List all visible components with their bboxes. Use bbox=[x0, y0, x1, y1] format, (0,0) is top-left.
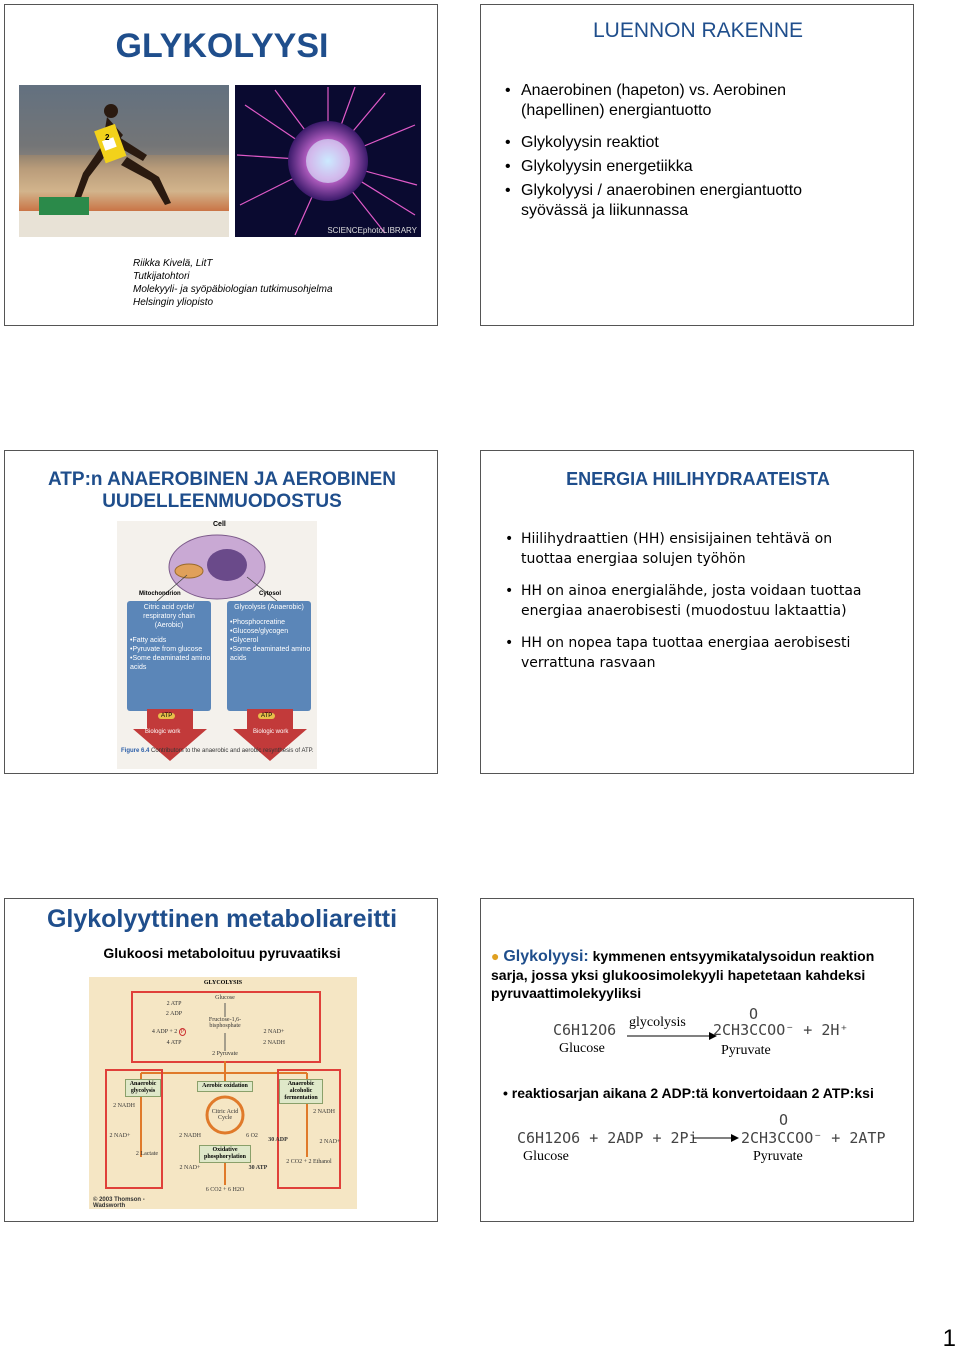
nadh-fermentation: 2 NADH bbox=[313, 1109, 335, 1115]
phosphate-badge: P bbox=[180, 1029, 185, 1035]
nadh-aerobic: 2 NADH bbox=[179, 1133, 201, 1139]
eq1-arrow-label: glycolysis bbox=[629, 1015, 686, 1030]
figure-caption-number: Figure 6.4 bbox=[121, 748, 150, 754]
slide4-title: ENERGIA HIILIHYDRAATEISTA bbox=[566, 469, 830, 489]
aerobic-panel-head: Citric acid cycle/ respiratory chain (Aerobic) bbox=[143, 604, 195, 629]
figure-caption-text: Contributors to the anaerobic and aerobic resynthesis of ATP. bbox=[151, 748, 314, 754]
slide-lecture-structure bbox=[480, 4, 914, 326]
carb-list bbox=[503, 529, 883, 673]
eq2-oxygen: O bbox=[779, 1111, 789, 1129]
slide3-title-line: ATP:n ANAEROBINEN JA AEROBINEN bbox=[48, 469, 396, 490]
slide-glycolytic-pathway bbox=[4, 898, 438, 1222]
credit-line: Molekyyli- ja syöpäbiologian tutkimusohjelma bbox=[133, 284, 333, 295]
definition-term: Glykolyysi: bbox=[503, 948, 589, 965]
atp-conversion-item bbox=[503, 1085, 874, 1101]
anaerobic-glycolysis-label: Anaerobic glycolysis bbox=[125, 1079, 161, 1097]
oxphos-label: Oxidative phosphorylation bbox=[199, 1145, 251, 1163]
carb-item: • HH on nopea tapa tuottaa energiaa aerobisesti verrattuna rasvaan bbox=[503, 633, 883, 673]
fbp-label: Fructose-1,6-bisphosphate bbox=[208, 1017, 242, 1029]
glycolysis-diagram bbox=[89, 977, 357, 1209]
eq2-product-name: Pyruvate bbox=[753, 1149, 803, 1164]
credit-line: Helsingin yliopisto bbox=[133, 297, 214, 308]
citric-acid-cycle-label: Citric Acid Cycle bbox=[211, 1109, 239, 1121]
nadh2-label: 2 NADH bbox=[263, 1040, 285, 1046]
nad-anaerobic: 2 NAD+ bbox=[109, 1133, 131, 1139]
structure-item: • Glykolyysin energetiikka bbox=[503, 157, 833, 177]
aerobic-panel bbox=[127, 601, 211, 711]
slide-atp-resynthesis bbox=[4, 450, 438, 774]
oxygen-label: 6 O2 bbox=[246, 1133, 258, 1139]
slide1-title: GLYKOLYYSI bbox=[115, 27, 329, 65]
structure-item: • Glykolyysin reaktiot bbox=[503, 133, 833, 153]
diagram-header: GLYCOLYSIS bbox=[203, 980, 243, 986]
carb-item: • HH on ainoa energialähde, josta voidaan tuottaa energiaa anaerobisesti (muodostuu laktaattia) bbox=[503, 581, 883, 621]
slide3-title-line: UUDELLEENMUODOSTUS bbox=[102, 491, 342, 512]
slide2-title: LUENNON RAKENNE bbox=[592, 19, 804, 42]
slide3-title bbox=[5, 469, 438, 513]
eq2-arrow bbox=[693, 1133, 739, 1143]
bib-number: 2 bbox=[105, 133, 110, 142]
eq1-oxygen: O bbox=[749, 1005, 759, 1023]
mitochondrion-label: Mitochondrion bbox=[139, 591, 181, 597]
cell-label: Cell bbox=[213, 521, 226, 528]
pyruvate2-label: 2 Pyruvate bbox=[212, 1051, 238, 1057]
atp-conversion-text: reaktiosarjan aikana 2 ADP:tä konvertoidaan 2 ATP:ksi bbox=[511, 1085, 874, 1101]
aerobic-item: •Some deaminated amino acids bbox=[130, 655, 211, 671]
definition-text: kymmenen entsyymikatalysoidun reaktion sarja, jossa yksi glukoosimolekyyli hapetetaan kahdeksi pyruvaattimolekyyliksi bbox=[491, 948, 875, 1001]
runner-figure bbox=[19, 85, 229, 237]
atp-figure bbox=[117, 521, 317, 769]
definition-block bbox=[491, 947, 906, 1002]
cancer-cell-photo bbox=[235, 85, 421, 237]
eq2-reactant-name: Glucose bbox=[523, 1149, 569, 1164]
alcoholic-fermentation-label: Anaerobic alcoholic fermentation bbox=[279, 1079, 323, 1104]
atp2-label: 2 ATP bbox=[166, 1001, 182, 1007]
atp-arrows bbox=[117, 709, 317, 774]
adp30-label: 30 ADP bbox=[268, 1137, 288, 1143]
nad2-label: 2 NAD+ bbox=[263, 1029, 285, 1035]
equation-glycolysis bbox=[553, 1007, 853, 1065]
cancer-cell-image bbox=[235, 85, 421, 237]
photo-credit: SCIENCEphotoLIBRARY bbox=[327, 226, 417, 235]
slide-title bbox=[4, 4, 438, 326]
eq2-reactants: C6H12O6 + 2ADP + 2Pi bbox=[517, 1129, 698, 1147]
atp4-label: 4 ATP bbox=[166, 1040, 182, 1046]
equation-atp bbox=[517, 1109, 897, 1169]
carb-item: • Hiilihydraattien (HH) ensisijainen tehtävä on tuottaa energiaa solujen työhön bbox=[503, 529, 883, 569]
nadh-anaerobic: 2 NADH bbox=[113, 1103, 135, 1109]
atp-conversion-bullet: • bbox=[503, 1085, 508, 1101]
cytosol-label: Cytosol bbox=[259, 591, 282, 597]
slide-glycolysis-definition bbox=[480, 898, 914, 1222]
slide-carbohydrate-energy bbox=[480, 450, 914, 774]
slide5-subtitle: Glukoosi metaboloituu pyruvaatiksi bbox=[103, 945, 341, 961]
credit-line: Tutkijatohtori bbox=[133, 271, 190, 282]
aerobic-oxidation-label: Aerobic oxidation bbox=[197, 1081, 253, 1092]
anaerobic-item: •Glycerol bbox=[230, 637, 259, 644]
co2-water-label: 6 CO2 + 6 H2O bbox=[205, 1187, 245, 1193]
structure-item: • Glykolyysi / anaerobinen energiantuotto syövässä ja liikunnassa bbox=[503, 181, 833, 221]
atp30-label: 30 ATP bbox=[248, 1165, 268, 1171]
structure-list bbox=[503, 81, 833, 221]
slide5-title: Glykolyyttinen metaboliareitti bbox=[46, 905, 398, 933]
aerobic-item: •Fatty acids bbox=[130, 637, 167, 644]
adp2-label: 2 ADP bbox=[165, 1011, 183, 1017]
eq1-reactant-name: Glucose bbox=[559, 1041, 605, 1056]
biologic-work-left: Biologic work bbox=[145, 729, 181, 735]
author-credits bbox=[133, 257, 333, 309]
nad-fermentation: 2 NAD+ bbox=[319, 1139, 341, 1145]
structure-item: • Anaerobinen (hapeton) vs. Aerobinen (hapellinen) energiantuotto bbox=[503, 81, 833, 121]
anaerobic-panel bbox=[227, 601, 311, 711]
adp4-text: 4 ADP + 2 bbox=[151, 1029, 178, 1035]
glucose-label: Glucose bbox=[215, 995, 235, 1001]
atp-badge-right: ATP bbox=[258, 713, 275, 719]
credit-line: Riikka Kivelä, LitT bbox=[133, 258, 213, 269]
sprinter-photo bbox=[19, 85, 229, 237]
eq2-products: 2CH3CCOO⁻ + 2ATP bbox=[741, 1129, 886, 1147]
ethanol-label: 2 CO2 + 2 Ethanol bbox=[286, 1159, 332, 1165]
biologic-work-right: Biologic work bbox=[253, 729, 289, 735]
atp-badge-left: ATP bbox=[158, 713, 175, 719]
lactate-label: 2 Lactate bbox=[135, 1151, 159, 1157]
eq1-arrow bbox=[627, 1031, 717, 1041]
page-number: 1 bbox=[942, 1325, 956, 1352]
anaerobic-panel-head: Glycolysis (Anaerobic) bbox=[234, 604, 304, 611]
anaerobic-item: •Some deaminated amino acids bbox=[230, 646, 311, 662]
figure-caption bbox=[121, 747, 315, 755]
aerobic-item: •Pyruvate from glucose bbox=[130, 646, 203, 653]
eq1-product: 2CH3CCOO⁻ + 2H⁺ bbox=[713, 1021, 849, 1039]
eq1-product-name: Pyruvate bbox=[721, 1043, 771, 1058]
copyright-label: © 2003 Thomson - Wadsworth bbox=[93, 1197, 145, 1209]
anaerobic-item: •Glucose/glycogen bbox=[230, 628, 289, 635]
definition-bullet: ● bbox=[491, 948, 500, 964]
eq1-reactant: C6H12O6 bbox=[553, 1021, 617, 1039]
nad-aerobic: 2 NAD+ bbox=[179, 1165, 201, 1171]
anaerobic-item: •Phosphocreatine bbox=[230, 619, 285, 626]
